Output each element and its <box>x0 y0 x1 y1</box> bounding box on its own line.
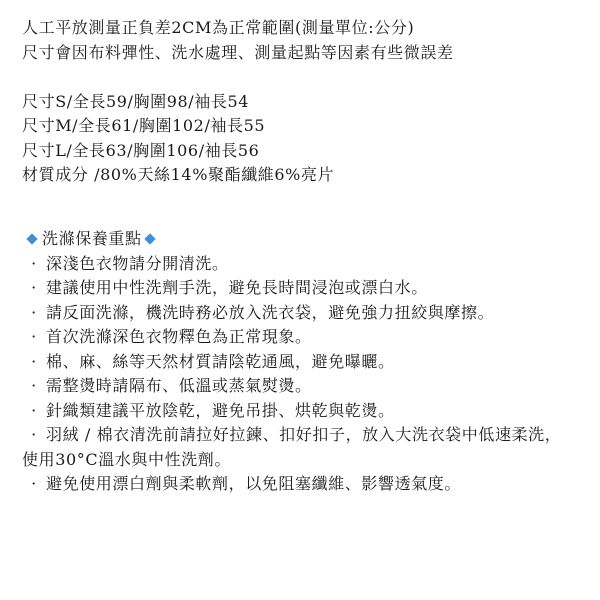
care-item-text: 棉、麻、絲等天然材質請陰乾通風，避免曝曬。 <box>46 351 395 371</box>
bullet-dot: · <box>31 351 37 371</box>
diamond-bullet-icon <box>26 234 37 245</box>
spacer <box>22 65 582 90</box>
care-item-text: 首次洗滌深色衣物釋色為正常現象。 <box>46 327 312 346</box>
measure-note-line: 人工平放測量正負差2CM為正常範圍(測量單位:公分) <box>22 18 415 37</box>
care-item <box>22 399 567 424</box>
bullet-dot: · <box>31 474 37 493</box>
care-item <box>22 276 567 301</box>
diamond-bullet-icon <box>144 234 155 245</box>
care-item <box>22 350 567 375</box>
care-item-text: 羽絨 / 棉衣清洗前請拉好拉鍊、扣好扣子，放入大洗衣袋中低速柔洗，使用30°C溫水與中性洗劑。 <box>22 425 562 469</box>
care-item <box>22 325 567 350</box>
bullet-dot: · <box>31 327 37 346</box>
care-item-text: 深淺色衣物請分開清洗。 <box>46 253 229 273</box>
care-item-text: 建議使用中性洗劑手洗，避免長時間浸泡或漂白水。 <box>46 278 428 297</box>
size-m-line: 尺寸M/全長61/胸圍102/袖長55 <box>22 116 266 135</box>
care-item <box>22 423 567 472</box>
spacer <box>22 212 582 227</box>
bullet-dot: · <box>31 376 37 395</box>
size-s-line: 尺寸S/全長59/胸圍98/袖長54 <box>22 91 250 111</box>
care-item-text: 針織類建議平放陰乾，避免吊掛、烘乾與乾燙。 <box>46 400 395 420</box>
care-item-text: 需整燙時請隔布、低溫或蒸氣熨燙。 <box>46 376 312 395</box>
bullet-dot: · <box>31 302 37 322</box>
size-l-line: 尺寸L/全長63/胸圍106/袖長56 <box>22 140 260 160</box>
care-heading <box>24 227 582 252</box>
bullet-dot: · <box>31 278 37 297</box>
care-item <box>22 472 567 497</box>
care-item-text: 避免使用漂白劑與柔軟劑，以免阻塞纖維、影響透氣度。 <box>46 474 462 493</box>
material-line: 材質成分 /80%天絲14%聚酯纖維6%亮片 <box>22 165 335 184</box>
care-item <box>22 301 567 326</box>
care-item-text: 請反面洗滌，機洗時務必放入洗衣袋，避免強力扭絞與摩擦。 <box>46 302 495 322</box>
care-item <box>22 252 567 277</box>
bullet-dot: · <box>31 400 37 420</box>
care-item <box>22 374 567 399</box>
spacer <box>22 188 582 213</box>
measure-note-line: 尺寸會因布料彈性、洗水處理、測量起點等因素有些微誤差 <box>22 42 454 62</box>
care-title: 洗滌保養重點 <box>42 229 142 248</box>
product-description <box>22 16 582 497</box>
bullet-dot: · <box>31 425 37 444</box>
bullet-dot: · <box>31 253 37 273</box>
